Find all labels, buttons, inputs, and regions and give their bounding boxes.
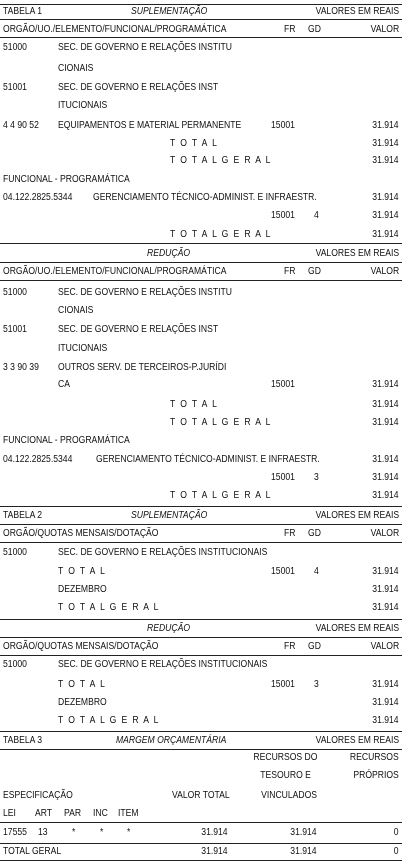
rule	[0, 19, 402, 20]
rule	[0, 822, 402, 823]
rule	[0, 843, 402, 844]
col-header-org: ORGÃO/QUOTAS MENSAIS/DOTAÇÃO	[3, 641, 159, 652]
col-header-lei: LEI	[3, 808, 16, 819]
funcional-code: 04.122.2825.5344	[3, 454, 73, 465]
col-header-org: ORGÃO/UO./ELEMENTO/FUNCIONAL/PROGRAMÁTICA	[3, 24, 227, 35]
total-geral-label: T O T A L G E R A L	[170, 229, 272, 240]
rule	[0, 619, 402, 620]
rule	[0, 524, 402, 525]
total-fr: 15001	[271, 566, 295, 577]
funcional-gd: 3	[314, 472, 319, 483]
col-header-proprios: RECURSOS	[350, 752, 399, 763]
col-header-tesouro-cont: TESOURO E	[260, 770, 311, 781]
row-proprios: 0	[394, 827, 399, 838]
col-header-item: ITEM	[118, 808, 139, 819]
values-label: VALORES EM REAIS	[315, 623, 399, 634]
total-geral-label: T O T A L G E R A L	[170, 417, 272, 428]
org-code: 51000	[3, 42, 27, 53]
month-label: DEZEMBRO	[58, 697, 107, 708]
col-header-gd: GD	[308, 266, 321, 277]
org-name-cont: CIONAIS	[58, 305, 94, 316]
col-header-tesouro: RECURSOS DO	[252, 752, 317, 763]
table2-title: TABELA 2	[3, 510, 43, 521]
row-valor-total: 31.914	[201, 827, 228, 838]
total-geral-label: TOTAL GERAL	[3, 846, 62, 857]
col-header-fr: FR	[284, 266, 296, 277]
funcional-fr: 15001	[271, 210, 295, 221]
total-value: 31.914	[372, 566, 399, 577]
total-value: 31.914	[372, 679, 399, 690]
col-header-org: ORGÃO/QUOTAS MENSAIS/DOTAÇÃO	[3, 528, 159, 539]
col-header-especificacao: ESPECIFICAÇÃO	[3, 790, 73, 801]
rule	[0, 37, 402, 38]
col-header-inc: INC	[93, 808, 108, 819]
row-lei: 17555	[3, 827, 27, 838]
total-label: T O T A L	[170, 399, 219, 410]
org-name: SEC. DE GOVERNO E RELAÇÕES INSTITU	[58, 287, 232, 298]
funcional-valor-2: 31.914	[372, 472, 399, 483]
rule	[0, 506, 402, 507]
org-code: 51000	[3, 287, 27, 298]
section-margem: MARGEM ORÇAMENTÁRIA	[116, 735, 227, 746]
month-value: 31.914	[372, 584, 399, 595]
rule	[0, 243, 402, 244]
rule	[0, 731, 402, 732]
org-name-cont: CIONAIS	[58, 63, 94, 74]
element-fr: 15001	[271, 120, 295, 131]
total-label: T O T A L	[58, 679, 107, 690]
col-header-valor: VALOR	[370, 24, 399, 35]
col-header-valor: VALOR	[370, 528, 399, 539]
col-header-gd: GD	[308, 24, 321, 35]
total-geral-value: 31.914	[372, 417, 399, 428]
uo-code: 51001	[3, 82, 27, 93]
col-header-valor-total: VALOR TOTAL	[172, 790, 230, 801]
month-label: DEZEMBRO	[58, 584, 107, 595]
col-header-par: PAR	[64, 808, 82, 819]
funcional-name: GERENCIAMENTO TÉCNICO-ADMINIST. E INFRAESTR.	[93, 192, 317, 203]
rule	[0, 280, 402, 281]
col-header-art: ART	[35, 808, 53, 819]
uo-name: SEC. DE GOVERNO E RELAÇÕES INST	[58, 82, 219, 93]
rule	[0, 542, 402, 543]
month-value: 31.914	[372, 697, 399, 708]
row-item: *	[127, 827, 131, 838]
element-name: OUTROS SERV. DE TERCEIROS-P.JURÍDI	[58, 362, 227, 373]
funcional-valor-2: 31.914	[372, 210, 399, 221]
total-label: T O T A L	[58, 566, 107, 577]
col-header-gd: GD	[308, 528, 321, 539]
total-geral-label: T O T A L G E R A L	[58, 602, 160, 613]
total-value: 31.914	[372, 138, 399, 149]
col-header-fr: FR	[284, 528, 296, 539]
total-geral-value: 31.914	[372, 715, 399, 726]
total-valor-total: 31.914	[201, 846, 228, 857]
total-proprios: 0	[394, 846, 399, 857]
element-code: 3 3 90 39	[3, 362, 39, 373]
rule	[0, 637, 402, 638]
rule	[0, 262, 402, 263]
total-value: 31.914	[372, 399, 399, 410]
org-code: 51000	[3, 659, 27, 670]
uo-name: SEC. DE GOVERNO E RELAÇÕES INST	[58, 324, 219, 335]
uo-code: 51001	[3, 324, 27, 335]
values-label: VALORES EM REAIS	[315, 510, 399, 521]
col-header-valor: VALOR	[370, 641, 399, 652]
funcional-gd: 4	[314, 210, 319, 221]
funcional-valor: 31.914	[372, 192, 399, 203]
funcional-name: GERENCIAMENTO TÉCNICO-ADMINIST. E INFRAESTR.	[96, 454, 320, 465]
element-name: EQUIPAMENTOS E MATERIAL PERMANENTE	[58, 120, 242, 131]
section-reducao: REDUÇÃO	[147, 623, 191, 634]
funcional-code: 04.122.2825.5344	[3, 192, 73, 203]
total-geral-value: 31.914	[372, 229, 399, 240]
funcional-header: FUNCIONAL - PROGRAMÁTICA	[3, 435, 130, 446]
element-name-cont: CA	[58, 379, 70, 390]
funcional-fr: 15001	[271, 472, 295, 483]
org-name: SEC. DE GOVERNO E RELAÇÕES INSTITUCIONAIS	[58, 659, 268, 670]
section-suplementacao: SUPLEMENTAÇÃO	[131, 6, 208, 17]
total-geral-label: T O T A L G E R A L	[170, 155, 272, 166]
table1-title: TABELA 1	[3, 6, 43, 17]
element-code: 4 4 90 52	[3, 120, 39, 131]
rule	[0, 860, 402, 861]
funcional-header: FUNCIONAL - PROGRAMÁTICA	[3, 174, 130, 185]
total-geral-value: 31.914	[372, 490, 399, 501]
element-valor: 31.914	[372, 120, 399, 131]
col-header-valor: VALOR	[370, 266, 399, 277]
rule	[0, 4, 402, 5]
values-label: VALORES EM REAIS	[315, 248, 399, 259]
row-tesouro: 31.914	[290, 827, 317, 838]
total-tesouro: 31.914	[290, 846, 317, 857]
col-header-tesouro-cont2: VINCULADOS	[261, 790, 317, 801]
values-label: VALORES EM REAIS	[315, 6, 399, 17]
row-inc: *	[100, 827, 104, 838]
col-header-proprios-cont: PRÓPRIOS	[353, 770, 399, 781]
section-suplementacao: SUPLEMENTAÇÃO	[131, 510, 208, 521]
element-fr: 15001	[271, 379, 295, 390]
total-fr: 15001	[271, 679, 295, 690]
org-name: SEC. DE GOVERNO E RELAÇÕES INSTITUCIONAIS	[58, 547, 268, 558]
rule	[0, 655, 402, 656]
total-geral-label: T O T A L G E R A L	[58, 715, 160, 726]
total-geral-value: 31.914	[372, 155, 399, 166]
col-header-org: ORGÃO/UO./ELEMENTO/FUNCIONAL/PROGRAMÁTICA	[3, 266, 227, 277]
row-par: *	[72, 827, 76, 838]
org-code: 51000	[3, 547, 27, 558]
total-gd: 3	[314, 679, 319, 690]
col-header-fr: FR	[284, 24, 296, 35]
org-name: SEC. DE GOVERNO E RELAÇÕES INSTITU	[58, 42, 232, 53]
total-geral-label: T O T A L G E R A L	[170, 490, 272, 501]
uo-name-cont: ITUCIONAIS	[58, 100, 108, 111]
total-label: T O T A L	[170, 138, 219, 149]
row-art: 13	[38, 827, 48, 838]
element-valor: 31.914	[372, 379, 399, 390]
total-gd: 4	[314, 566, 319, 577]
col-header-gd: GD	[308, 641, 321, 652]
rule	[0, 749, 402, 750]
funcional-valor: 31.914	[372, 454, 399, 465]
uo-name-cont: ITUCIONAIS	[58, 343, 108, 354]
values-label: VALORES EM REAIS	[315, 735, 399, 746]
section-reducao: REDUÇÃO	[147, 248, 191, 259]
table3-title: TABELA 3	[3, 735, 43, 746]
col-header-fr: FR	[284, 641, 296, 652]
total-geral-value: 31.914	[372, 602, 399, 613]
